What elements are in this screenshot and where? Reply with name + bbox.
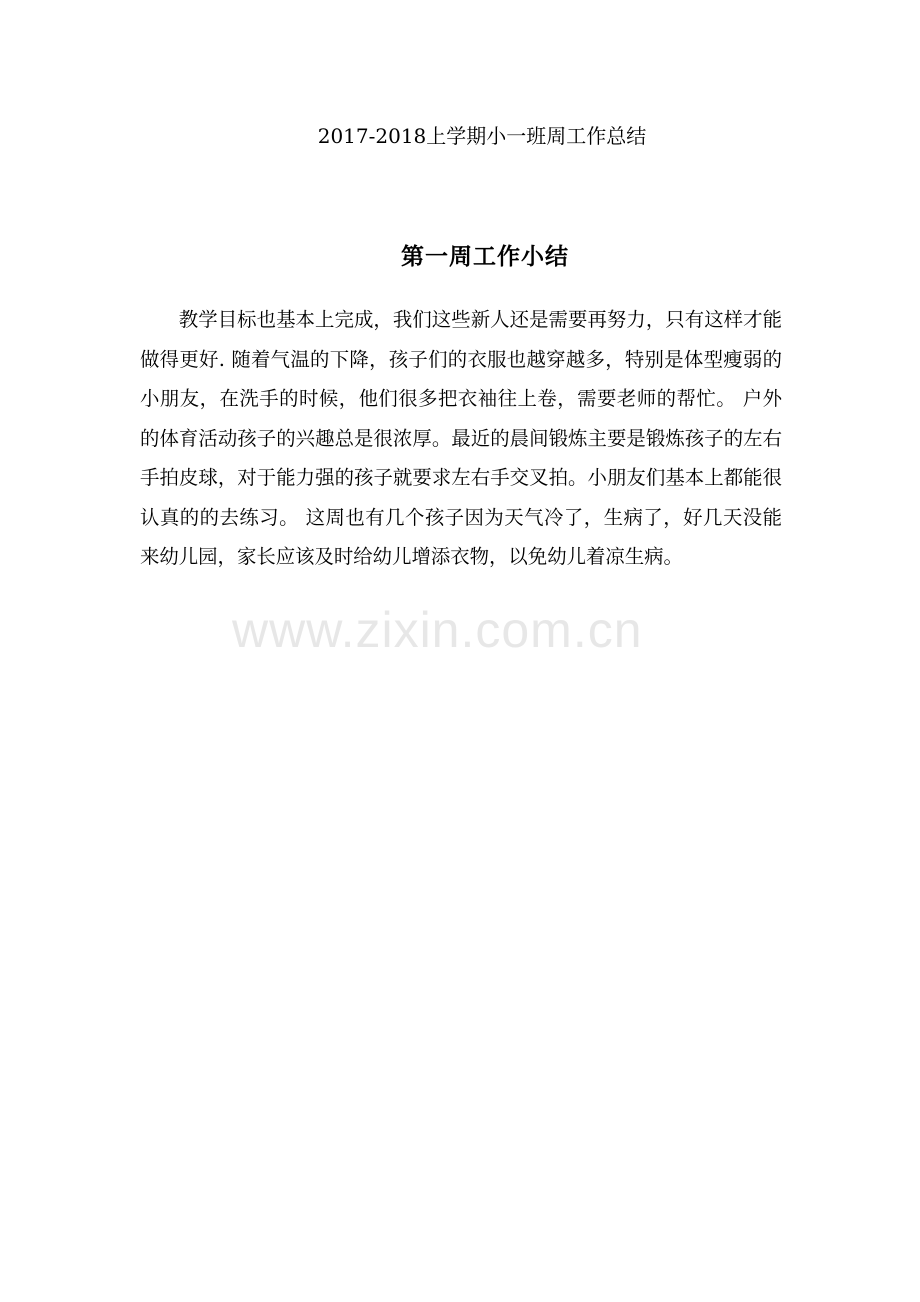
document-title: 2017-2018上学期小一班周工作总结: [317, 124, 647, 148]
section-heading: 第一周工作小结: [401, 243, 569, 270]
body-paragraph: 教学目标也基本上完成，我们这些新人还是需要再努力，只有这样才能做得更好. 随着气温的下降，孩子们的衣服也越穿越多，特别是体型瘦弱的小朋友，在洗手的时候，他们很多把衣袖往上卷，需要老师的帮忙。 户外的体育活动孩子的兴趣总是很浓厚。最近的晨间锻炼主要是锻炼孩子的左右手拍皮球，对于能力强的孩子就要求左右手交叉拍。小朋友们基本上都能很认真的的去练习。 这周也有几个孩子因为天气冷了，生病了，好几天没能来幼儿园，家长应该及时给幼儿增添衣物，以免幼儿着凉生病。: [140, 308, 782, 568]
watermark: www.zixin.com.cn: [232, 602, 643, 658]
